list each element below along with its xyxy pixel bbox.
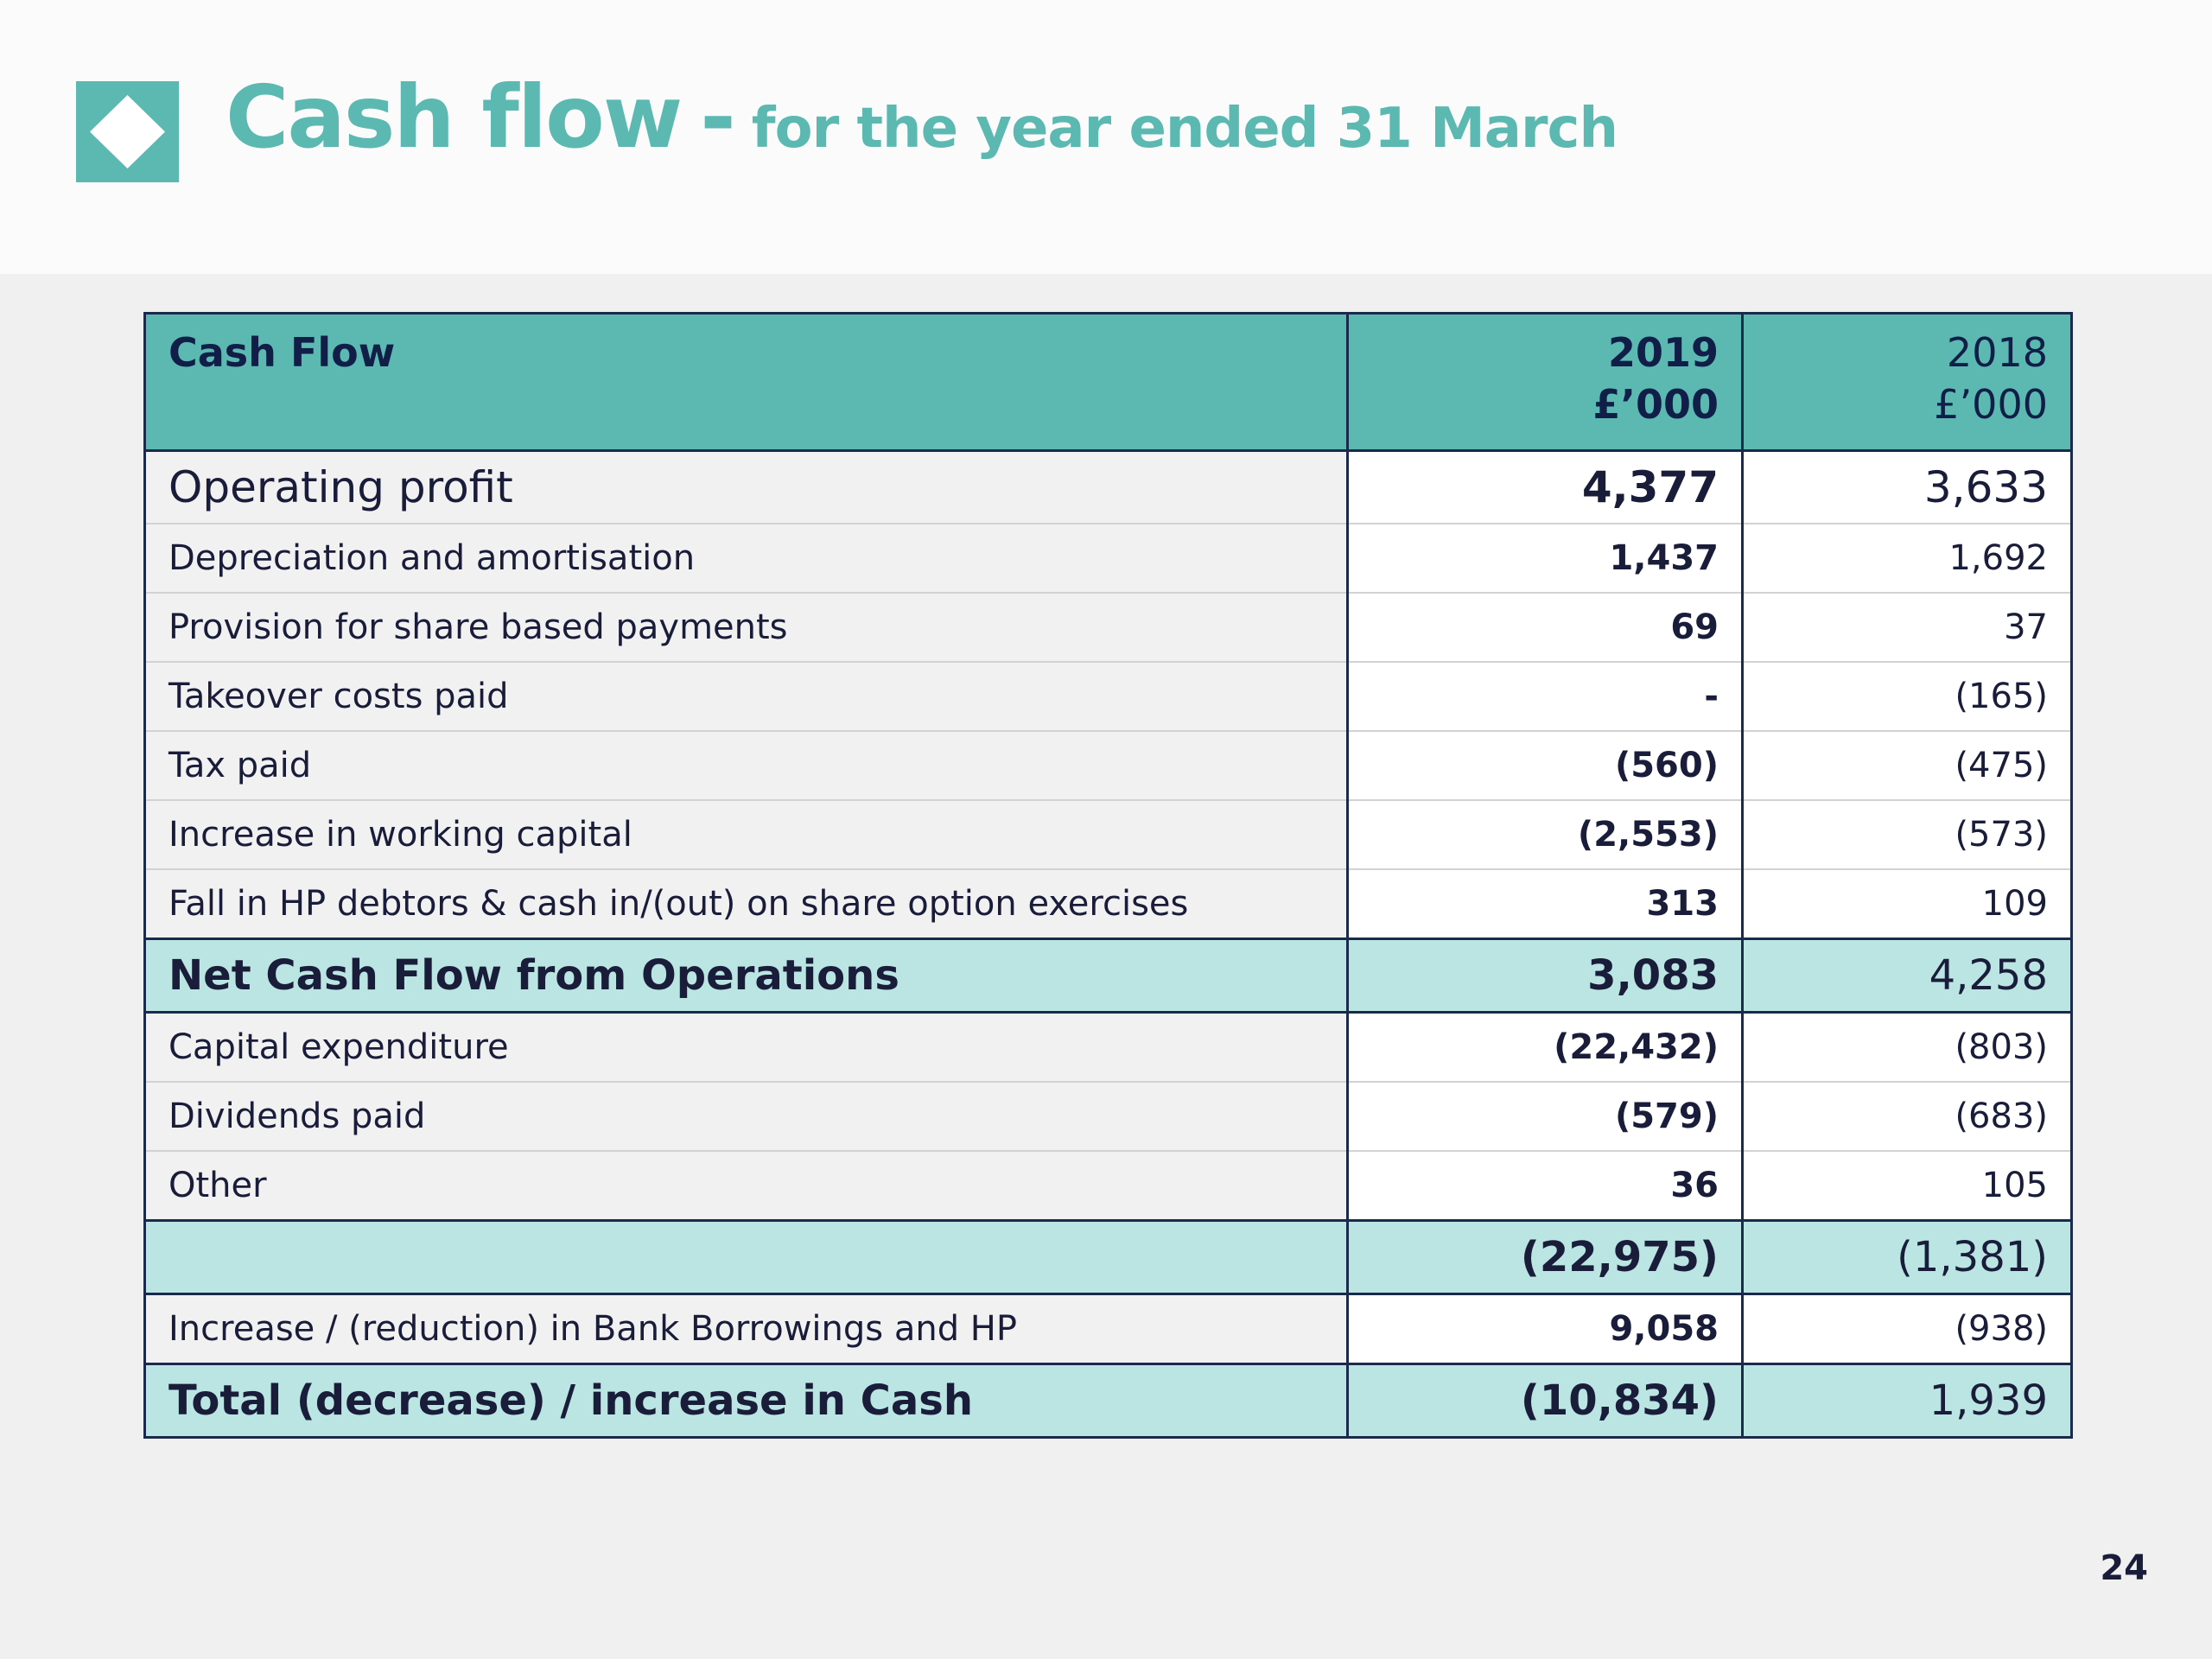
row-value-2018: (1,381) (1743, 1221, 2072, 1294)
row-value-2019: 4,377 (1348, 451, 1743, 524)
row-value-2019: (22,432) (1348, 1013, 1743, 1083)
row-value-2018: (938) (1743, 1294, 2072, 1364)
row-label: Takeover costs paid (145, 662, 1348, 731)
row-value-2019: - (1348, 662, 1743, 731)
header-unit-2019: £’000 (1592, 381, 1719, 428)
row-value-2019: (10,834) (1348, 1364, 1743, 1438)
subtotal-row-investing (145, 1221, 2072, 1294)
row-label: Total (decrease) / increase in Cash (145, 1364, 1348, 1438)
row-label: Capital expenditure (145, 1013, 1348, 1083)
table-row (145, 662, 2072, 731)
row-label: Other (145, 1151, 1348, 1221)
page-number: 24 (2100, 1548, 2148, 1588)
row-value-2019: 69 (1348, 593, 1743, 662)
title-dash: - (700, 67, 736, 168)
header-year-2019: 2019 (1607, 329, 1719, 376)
row-value-2018: (683) (1743, 1082, 2072, 1151)
row-value-2018: (165) (1743, 662, 2072, 731)
row-value-2019: 9,058 (1348, 1294, 1743, 1364)
page-title (226, 67, 1618, 168)
table-row (145, 869, 2072, 939)
table-row (145, 800, 2072, 869)
header-year-2018: 2018 (1946, 329, 2048, 376)
row-value-2019: (2,553) (1348, 800, 1743, 869)
row-label: Increase / (reduction) in Bank Borrowings and HP (145, 1294, 1348, 1364)
row-label: Net Cash Flow from Operations (145, 939, 1348, 1013)
row-value-2018: 3,633 (1743, 451, 2072, 524)
row-value-2018: (803) (1743, 1013, 2072, 1083)
table-row (145, 1013, 2072, 1083)
header-unit-2018: £’000 (1934, 381, 2048, 428)
row-label: Dividends paid (145, 1082, 1348, 1151)
row-value-2019: 36 (1348, 1151, 1743, 1221)
header-col-2019 (1348, 314, 1743, 451)
table-row (145, 731, 2072, 800)
row-value-2018: (475) (1743, 731, 2072, 800)
row-value-2018: 105 (1743, 1151, 2072, 1221)
row-value-2019: (579) (1348, 1082, 1743, 1151)
row-value-2018: (573) (1743, 800, 2072, 869)
row-value-2018: 37 (1743, 593, 2072, 662)
row-value-2019: 1,437 (1348, 524, 1743, 593)
row-label: Increase in working capital (145, 800, 1348, 869)
header-col-2018 (1743, 314, 2072, 451)
row-label (145, 1221, 1348, 1294)
row-value-2018: 1,939 (1743, 1364, 2072, 1438)
row-value-2018: 109 (1743, 869, 2072, 939)
slide-header (0, 0, 2212, 274)
row-value-2019: 313 (1348, 869, 1743, 939)
table-row (145, 593, 2072, 662)
row-label: Tax paid (145, 731, 1348, 800)
table-header-row (145, 314, 2072, 451)
row-value-2018: 1,692 (1743, 524, 2072, 593)
row-value-2019: 3,083 (1348, 939, 1743, 1013)
diamond-logo-icon (76, 81, 179, 182)
header-label: Cash Flow (145, 314, 1348, 451)
cash-flow-table (143, 312, 2073, 1439)
row-label: Depreciation and amortisation (145, 524, 1348, 593)
row-value-2018: 4,258 (1743, 939, 2072, 1013)
row-label: Provision for share based payments (145, 593, 1348, 662)
total-row (145, 1364, 2072, 1438)
table-row (145, 451, 2072, 524)
subtotal-row-operations (145, 939, 2072, 1013)
table-row (145, 524, 2072, 593)
row-value-2019: (560) (1348, 731, 1743, 800)
table-row (145, 1151, 2072, 1221)
row-value-2019: (22,975) (1348, 1221, 1743, 1294)
row-label: Operating profit (145, 451, 1348, 524)
table-row (145, 1294, 2072, 1364)
row-label: Fall in HP debtors & cash in/(out) on share option exercises (145, 869, 1348, 939)
title-subtitle: for the year ended 31 March (751, 97, 1618, 161)
table-row (145, 1082, 2072, 1151)
title-main: Cash flow (226, 67, 682, 168)
